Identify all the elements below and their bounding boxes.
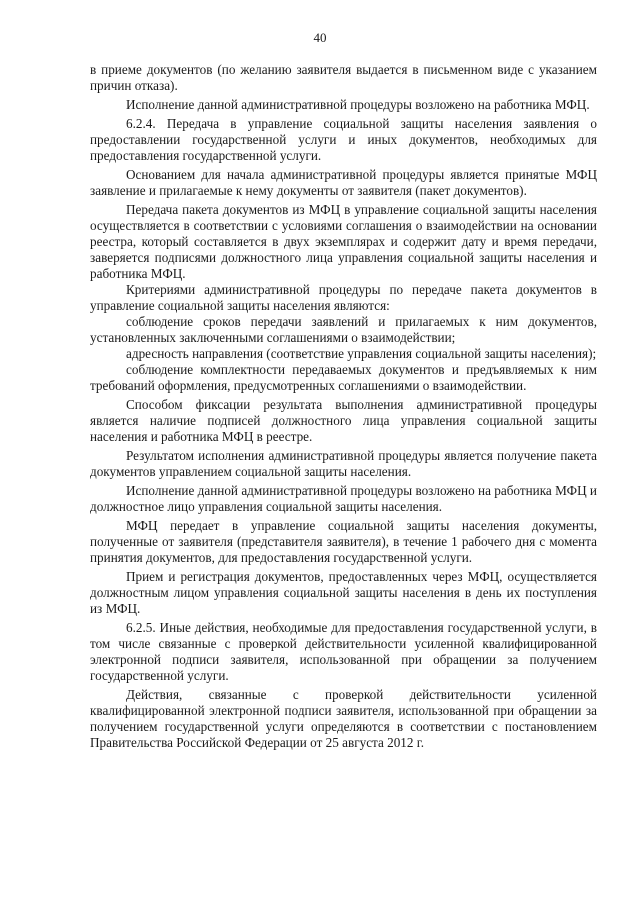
paragraph: Действия, связанные с проверкой действительности усиленной квалифицированной электронной подписи заявителя, использованной при обращении за получением государственной услуги определяются в соответствии с постановлением Правительства Российской Федерации от 25 августа 2012 г. [90, 687, 597, 750]
paragraph: Прием и регистрация документов, предоставленных через МФЦ, осуществляется должностным лицом управления социальной защиты населения в день их поступления из МФЦ. [90, 569, 597, 616]
document-body [90, 62, 597, 751]
section-heading-6-2-5: 6.2.5. Иные действия, необходимые для предоставления государственной услуги, в том числе связанные с проверкой действительности усиленной квалифицированной электронной подписи заявителя, использованной при обращении за получением государственной услуги. [90, 620, 597, 683]
list-item-criterion: соблюдение комплектности передаваемых документов и предъявляемых к ним требований оформления, предусмотренных соглашениями о взаимодействии. [90, 362, 597, 393]
paragraph: МФЦ передает в управление социальной защиты населения документы, полученные от заявителя (представителя заявителя), в течение 1 рабочего дня с момента принятия документов, для предоставления государственной услуги. [90, 518, 597, 565]
paragraph: Критериями административной процедуры по передаче пакета документов в управление социальной защиты населения являются: [90, 282, 597, 313]
paragraph: Основанием для начала административной процедуры является принятые МФЦ заявление и прилагаемые к нему документы от заявителя (пакет документов). [90, 167, 597, 198]
paragraph: Исполнение данной административной процедуры возложено на работника МФЦ и должностное лицо управления социальной защиты населения. [90, 483, 597, 514]
paragraph: Результатом исполнения административной процедуры является получение пакета документов управлением социальной защиты населения. [90, 448, 597, 479]
paragraph: Способом фиксации результата выполнения административной процедуры является наличие подписей должностного лица управления социальной защиты населения и работника МФЦ в реестре. [90, 397, 597, 444]
paragraph: Передача пакета документов из МФЦ в управление социальной защиты населения осуществляется в соответствии с условиями соглашения о взаимодействии на основании реестра, который составляется в двух экземплярах и содержит дату и время передачи, заверяется подписями должностного лица управления социальной защиты населения и работника МФЦ. [90, 202, 597, 281]
paragraph: Исполнение данной административной процедуры возложено на работника МФЦ. [126, 97, 590, 112]
paragraph-continuation: в приеме документов (по желанию заявителя выдается в письменном виде с указанием причин отказа). [90, 62, 597, 93]
section-heading-6-2-4: 6.2.4. Передача в управление социальной защиты населения заявления о предоставлении государственной услуги и иных документов, необходимых для предоставления государственной услуги. [90, 116, 597, 163]
page-number: 40 [313, 30, 327, 45]
list-item-criterion: адресность направления (соответствие управления социальной защиты населения); [126, 346, 597, 361]
list-item-criterion: соблюдение сроков передачи заявлений и прилагаемых к ним документов, установленных заключенными соглашениями о взаимодействии; [90, 314, 597, 345]
